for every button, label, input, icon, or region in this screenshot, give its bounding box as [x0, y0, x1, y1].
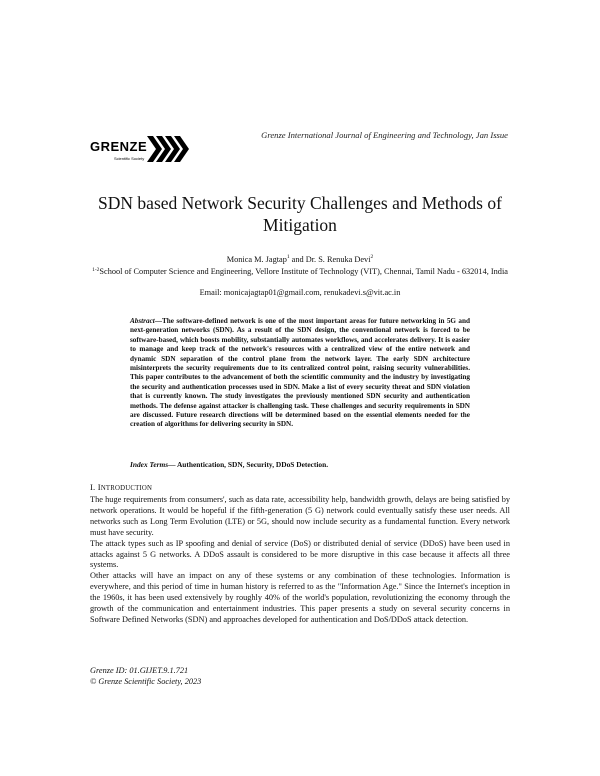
section-heading: [90, 482, 152, 492]
paragraph: The huge requirements from consumers', such as data rate, accessibility help, bandwidth growth, delays are being satisfied by network operations. It would be hopeful if the fifth-generation (5 G) network could eventually satisfy these user needs. All networks such as Long Term Evolution (LTE) or 5G, should now include security as a fundamental function. Every network must have security.: [90, 495, 510, 537]
abstract-text: —The software-defined network is one of the most important areas for future networking in 5G and next-generation networks (SDN). As a result of the SDN design, the conventional network is forced to be software-based, which boosts mobility, substantially automates workflows, and accelerates delivery. It is easier to manage and keep track of the network's resources with a centralized view of the entire network and dynamic SDN separation of the control plane from the network layer. The early SDN architecture misinterprets the security requirements due to its centralized control point, raising security vulnerabilities. This paper contributes to the advancement of both the scientific community and the industry by investigating the security and authentication processes used in SDN. Make a list of every security threat and SDN violation that is currently known. The study investigates the previously mentioned SDN security and authentication methods. The defense against attacker is challenging task. These challenges and security requirements in SDN are discussed. Future research directions will be determined based on the essential elements needed for the creation of algorithms for delivering security in SDN.: [130, 317, 470, 429]
authors: [60, 255, 540, 264]
affiliation: [60, 266, 540, 277]
journal-header: Grenze International Journal of Engineering and Technology, Jan Issue: [261, 130, 508, 140]
author-emails: Email: monicajagtap01@gmail.com, renukadevi.s@vit.ac.in: [199, 288, 401, 297]
body-text: [90, 495, 510, 626]
affiliation-sup: 1-2: [92, 267, 100, 273]
copyright: © Grenze Scientific Society, 2023: [90, 676, 202, 686]
chevrons-icon: [147, 134, 189, 164]
abstract: [130, 317, 470, 430]
author-1-sup: 1: [286, 254, 290, 260]
index-terms-text: — Authentication, SDN, Security, DDoS Detection.: [168, 460, 329, 469]
footer: [90, 666, 201, 687]
author-1: Monica M. Jagtap: [226, 255, 287, 264]
paper-title: SDN based Network Security Challenges and Methods of Mitigation: [98, 193, 502, 235]
grenze-id: Grenze ID: 01.GIJET.9.1.721: [90, 666, 189, 675]
section-initial: I: [97, 482, 101, 492]
abstract-label: Abstract: [130, 317, 155, 325]
index-terms: [130, 460, 470, 469]
section-rest: NTRODUCTION: [100, 485, 153, 492]
logo-name: GRENZE: [90, 139, 148, 154]
logo-subtitle: Scientific Society: [114, 156, 145, 161]
author-and: and: [289, 255, 306, 264]
author-2: Dr. S. Renuka Devi: [305, 255, 371, 264]
affiliation-text: School of Computer Science and Engineering, Vellore Institute of Technology (VIT), Chennai, Tamil Nadu - 632014, India: [99, 267, 508, 276]
section-number: I.: [90, 482, 98, 492]
author-2-sup: 2: [370, 254, 374, 260]
paragraph: Other attacks will have an impact on any of these systems or any combination of these technologies. Information is everywhere, and this period of time in human history is referred to as the "Information Age." Since the Internet's inception in the 1960s, it has been used extensively by roughly 40% of the world's population, revolutionizing the economy through the growth of the communication and entertainment industries. This paper presents a study on several security concerns in Software Defined Networks (SDN) and approaches developed for authentication and DoS/DDoS attack detection.: [90, 571, 510, 624]
grenze-logo: [90, 132, 190, 164]
index-terms-label: Index Terms: [130, 460, 169, 469]
paragraph: The attack types such as IP spoofing and denial of service (DoS) or distributed denial of service (DDoS) have been used in attacks against 5 G networks. A DDoS assault is considered to be more disruptive in this case because it affects all three systems.: [90, 538, 510, 570]
